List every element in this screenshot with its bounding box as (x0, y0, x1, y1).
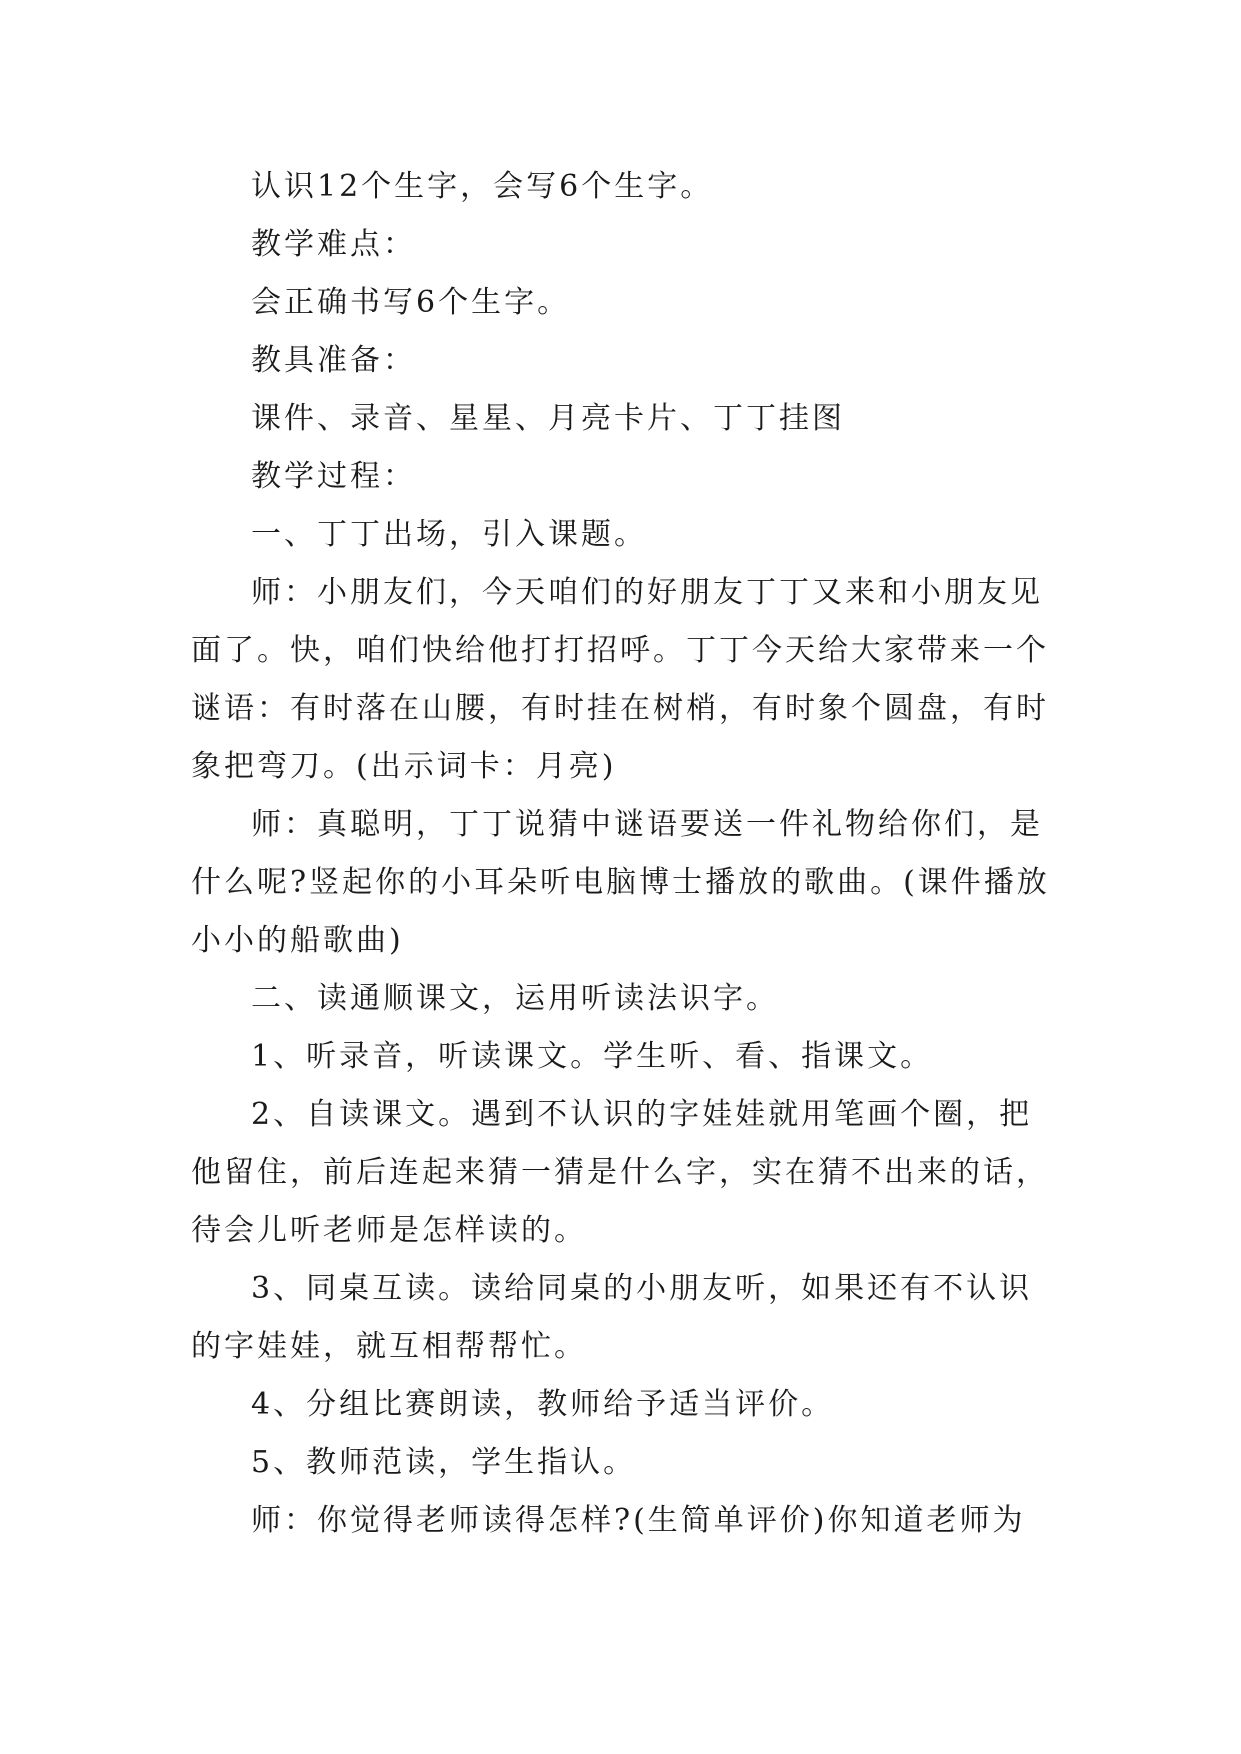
paragraph: 认识12个生字，会写6个生字。 (251, 169, 714, 204)
paragraph: 会正确书写6个生字。 (251, 285, 571, 320)
paragraph: 2、自读课文。遇到不认识的字娃娃就用笔画个圈，把他留住，前后连起来猜一猜是什么字，实在猜不出来的话，待会儿听老师是怎样读的。 (191, 1097, 1049, 1248)
paragraph: 5、教师范读，学生指认。 (251, 1445, 637, 1480)
paragraph: 3、同桌互读。读给同桌的小朋友听，如果还有不认识的字娃娃，就互相帮帮忙。 (191, 1271, 1033, 1364)
paragraph: 师：你觉得老师读得怎样?(生简单评价)你知道老师为 (251, 1503, 1026, 1538)
paragraph: 师：真聪明，丁丁说猜中谜语要送一件礼物给你们，是什么呢?竖起你的小耳朵听电脑博士播放的歌曲。(课件播放小小的船歌曲) (191, 807, 1050, 958)
paragraph: 1、听录音，听读课文。学生听、看、指课文。 (251, 1039, 934, 1074)
paragraph: 一、丁丁出场，引入课题。 (251, 517, 647, 552)
paragraph: 师：小朋友们，今天咱们的好朋友丁丁又来和小朋友见面了。快，咱们快给他打打招呼。丁丁今天给大家带来一个谜语：有时落在山腰，有时挂在树梢，有时象个圆盘，有时象把弯刀。(出示词卡：月亮) (191, 575, 1049, 784)
section-heading: 教学难点： (251, 227, 416, 262)
paragraph: 二、读通顺课文，运用听读法识字。 (251, 981, 779, 1016)
document-body (191, 158, 1051, 1550)
paragraph: 课件、录音、星星、月亮卡片、丁丁挂图 (251, 401, 845, 436)
paragraph: 4、分组比赛朗读，教师给予适当评价。 (251, 1387, 835, 1422)
section-heading: 教具准备： (251, 343, 416, 378)
section-heading: 教学过程： (251, 459, 416, 494)
